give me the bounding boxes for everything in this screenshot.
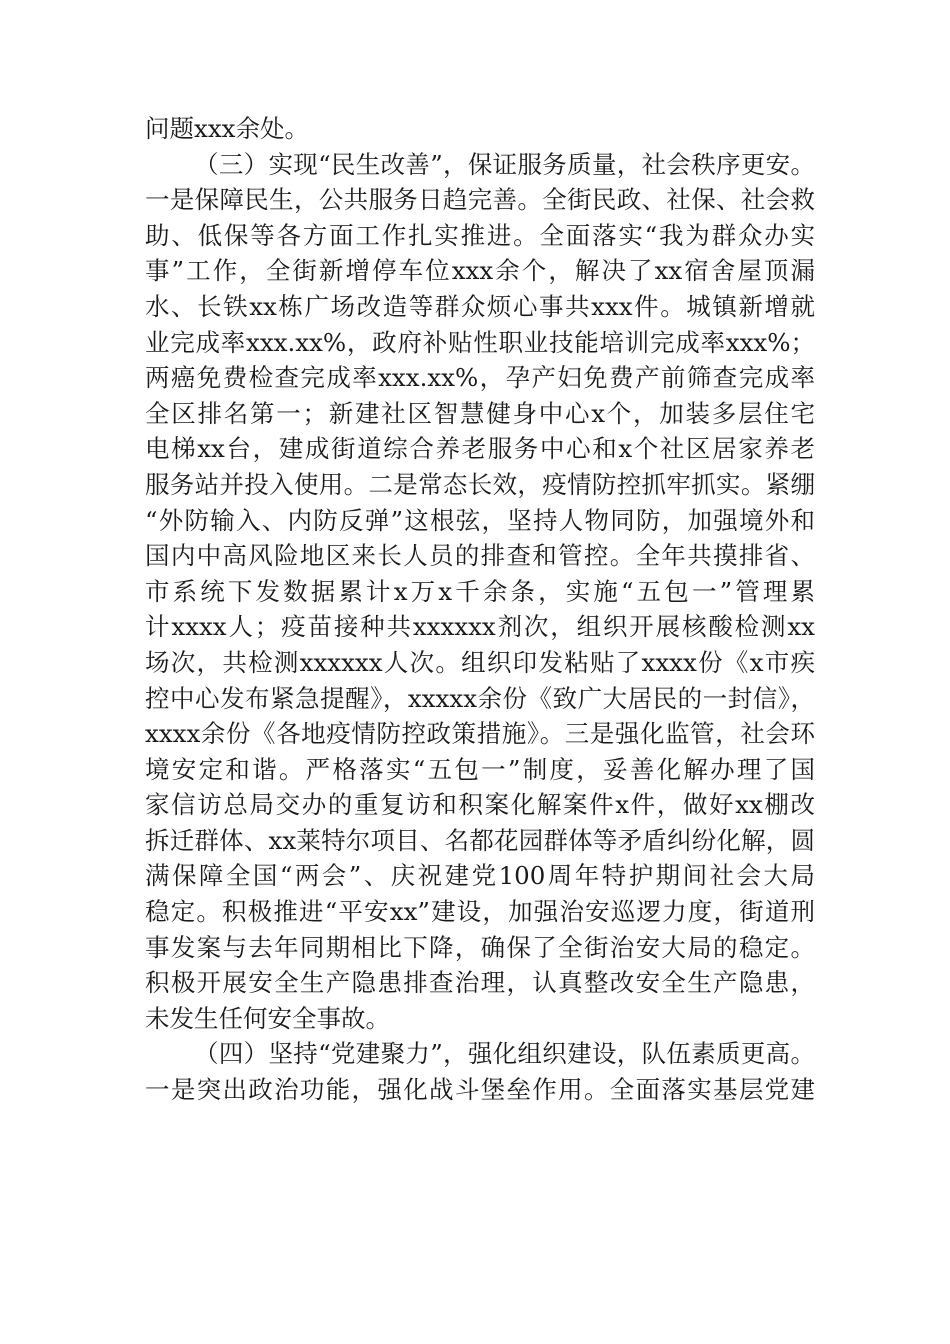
body-text	[145, 111, 815, 1108]
text-line: 家信访总局交办的重复访和积案化解案件x件，做好xx棚改	[145, 790, 815, 820]
section-heading: （四）坚持“党建聚力”，强化组织建设，队伍素质更高。	[194, 1039, 815, 1069]
text-line: 市系统下发数据累计x万x千余条，实施“五包一”管理累	[145, 576, 815, 606]
text-line: 问题xxx余处。	[145, 114, 309, 143]
text-line: 业完成率xxx.xx%，政府补贴性职业技能培训完成率xxx%；	[145, 327, 815, 357]
text-line: 未发生任何安全事故。	[145, 1003, 390, 1033]
text-line: 境安定和谐。严格落实“五包一”制度，妥善化解办理了国	[145, 754, 815, 784]
text-line: 控中心发布紧急提醒》，xxxxx余份《致广大居民的一封信》，	[145, 683, 815, 713]
text-line: “外防输入、内防反弹”这根弦，坚持人物同防，加强境外和	[145, 505, 815, 535]
text-line: 电梯xx台，建成街道综合养老服务中心和x个社区居家养老	[145, 434, 815, 464]
text-line: 两癌免费检查完成率xxx.xx%，孕产妇免费产前筛查完成率	[145, 363, 815, 393]
text-line: 一是保障民生，公共服务日趋完善。全街民政、社保、社会救	[145, 185, 815, 215]
text-line: 水、长铁xx栋广场改造等群众烦心事共xxx件。城镇新增就	[145, 291, 815, 321]
text-line: 满保障全国“两会”、庆祝建党100周年特护期间社会大局	[145, 861, 815, 891]
text-line: 事”工作，全街新增停车位xxx余个，解决了xx宿舍屋顶漏	[145, 256, 815, 286]
text-line: 场次，共检测xxxxxx人次。组织印发粘贴了xxxx份《x市疾	[145, 647, 815, 677]
text-line: 助、低保等各方面工作扎实推进。全面落实“我为群众办实	[145, 220, 815, 250]
text-line: 一是突出政治功能，强化战斗堡垒作用。全面落实基层党建	[145, 1075, 815, 1105]
text-line: 积极开展安全生产隐患排查治理，认真整改安全生产隐患，	[145, 968, 815, 998]
text-line: 事发案与去年同期相比下降，确保了全街治安大局的稳定。	[145, 932, 815, 962]
text-line: 服务站并投入使用。二是常态长效，疫情防控抓牢抓实。紧绷	[145, 469, 815, 499]
text-line: 拆迁群体、xx莱特尔项目、名都花园群体等矛盾纠纷化解，圆	[145, 825, 815, 855]
text-line: 稳定。积极推进“平安xx”建设，加强治安巡逻力度，街道刑	[145, 897, 815, 927]
text-line: 全区排名第一；新建社区智慧健身中心x个，加装多层住宅	[145, 398, 815, 428]
text-line: 国内中高风险地区来长人员的排查和管控。全年共摸排省、	[145, 541, 815, 571]
text-line: xxxx余份《各地疫情防控政策措施》。三是强化监管，社会环	[145, 719, 815, 749]
section-heading: （三）实现“民生改善”，保证服务质量，社会秩序更安。	[194, 149, 815, 179]
text-line: 计xxxx人；疫苗接种共xxxxxx剂次，组织开展核酸检测xx	[145, 612, 815, 642]
